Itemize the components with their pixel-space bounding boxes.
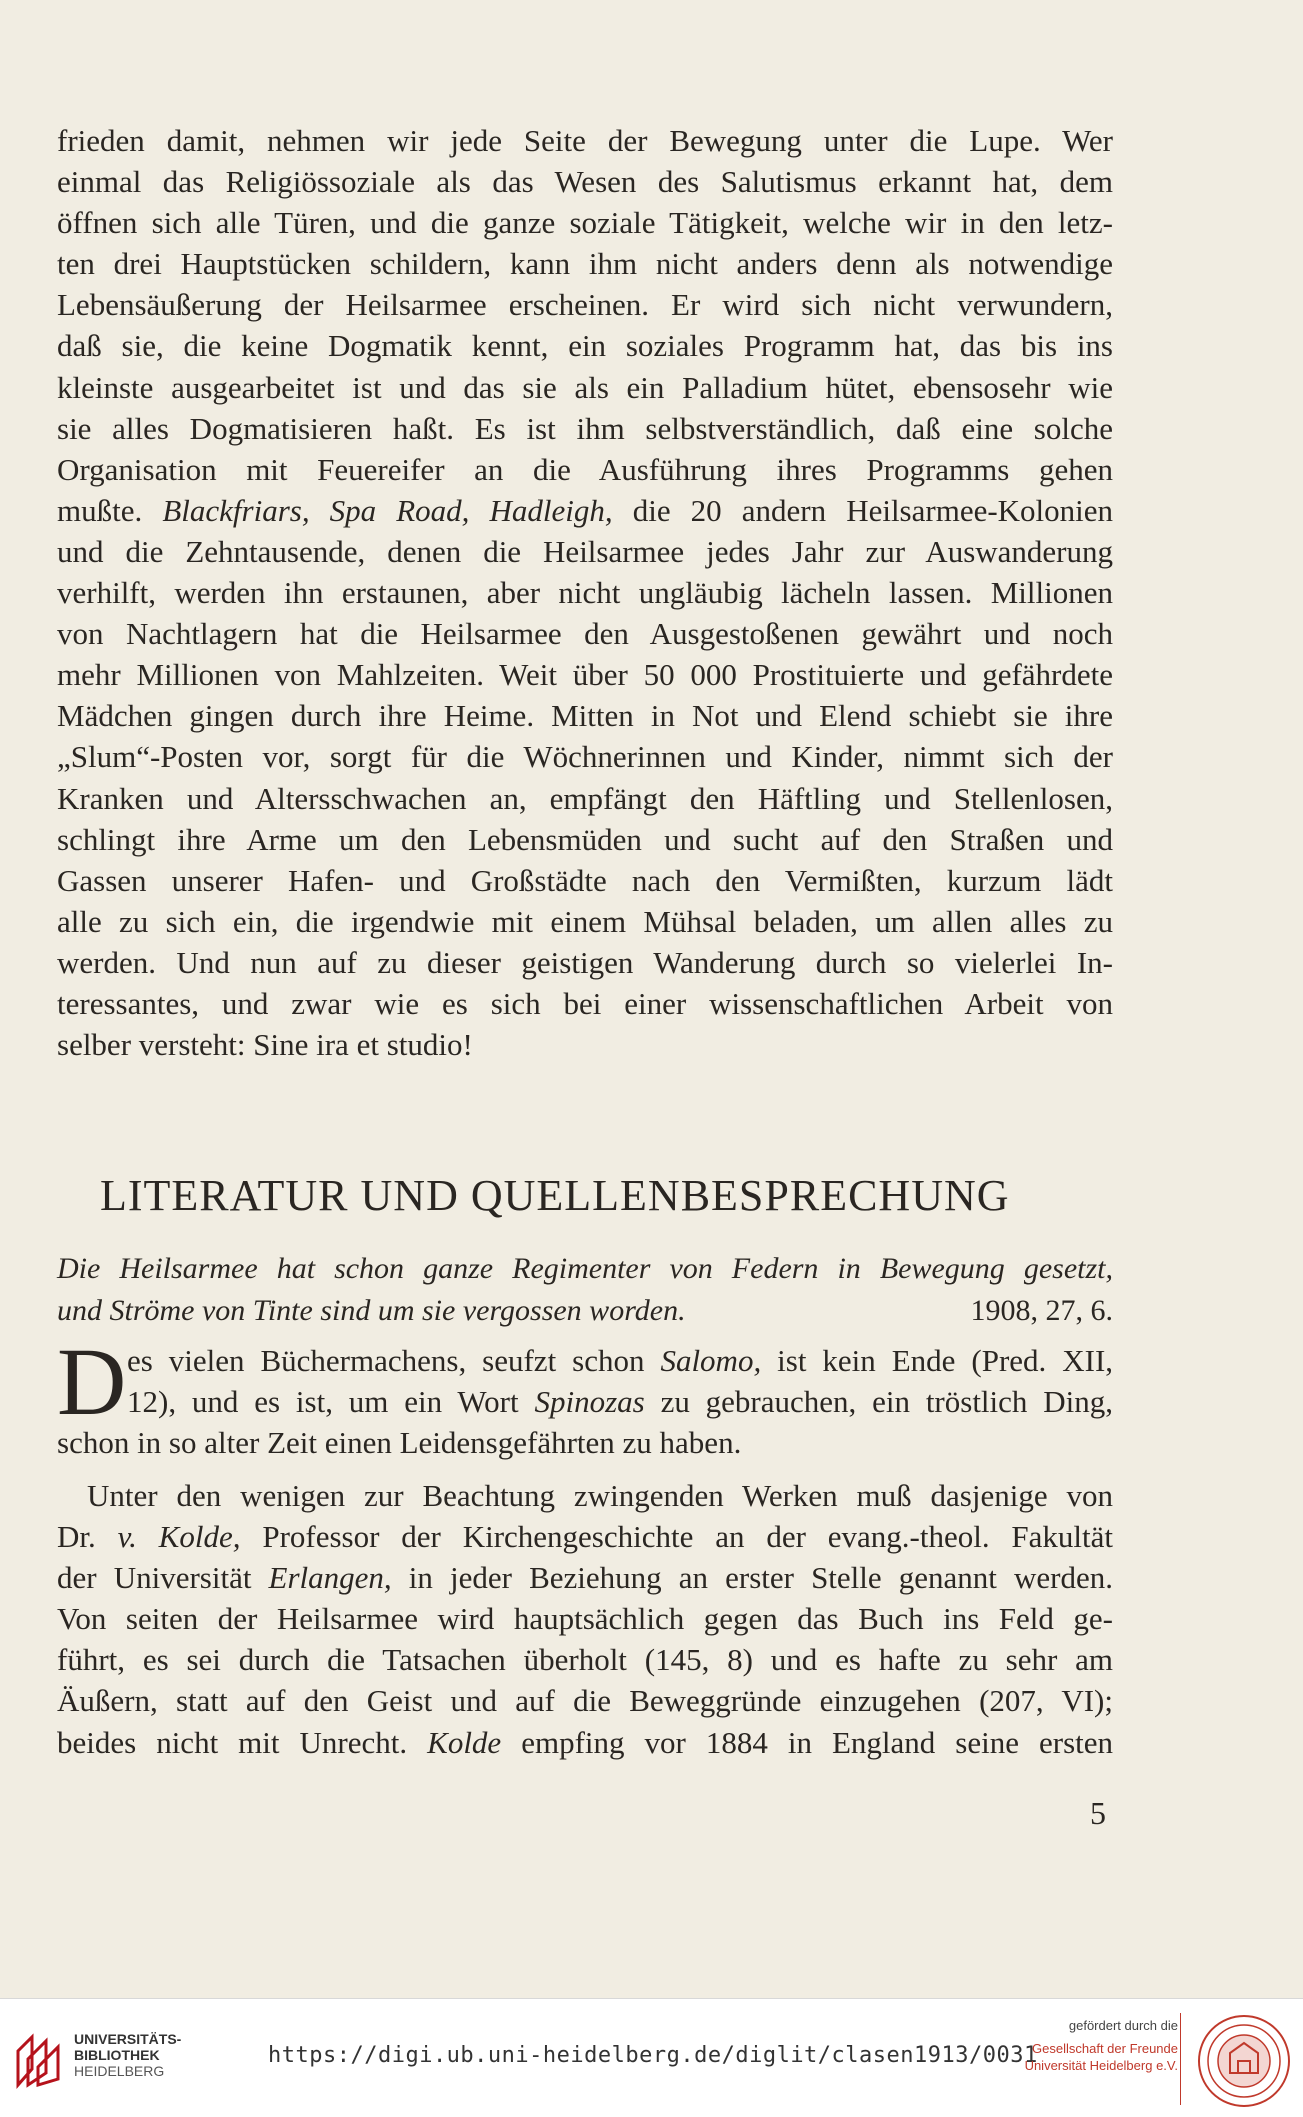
library-name-line: BIBLIOTHEK xyxy=(74,2047,160,2063)
text-fragment: mußte. xyxy=(57,492,143,528)
text-line xyxy=(57,1340,1113,1381)
text-line: daß sie, die keine Dogmatik kennt, ein soziales Programm hat, das bis ins xyxy=(57,328,1113,364)
text-line: schlingt ihre Arme um den Lebensmüden und sucht auf den Straßen und xyxy=(57,821,1113,857)
sponsor-label: gefördert durch die xyxy=(1068,2018,1178,2033)
text-line xyxy=(57,1381,1113,1422)
text-line: selber versteht: Sine ira et studio! xyxy=(57,1027,473,1063)
drop-cap-initial: D xyxy=(57,1328,127,1435)
section-heading: LITERATUR UND QUELLENBESPRECHUNG xyxy=(100,1171,1010,1220)
epigraph xyxy=(57,1248,1113,1332)
library-logo-icon xyxy=(12,2029,64,2089)
text-line: Unter den wenigen zur Beachtung zwingenden Werken muß dasjenige von xyxy=(87,1478,1113,1513)
text-line: Organisation mit Feuereifer an die Ausführung ihres Programms gehen xyxy=(57,451,1113,487)
epigraph-line xyxy=(57,1290,1113,1332)
text-line: sie alles Dogmatisieren haßt. Es ist ihm selbstverständlich, daß eine solche xyxy=(57,410,1113,446)
text-line: kleinste ausgearbeitet ist und das sie als ein Palladium hütet, ebensosehr wie xyxy=(57,369,1113,405)
library-name xyxy=(74,2031,181,2079)
text-line: alle zu sich ein, die irgendwie mit einem Mühsal beladen, um allen alles zu xyxy=(57,903,1113,939)
body-paragraph-2 xyxy=(57,1475,1113,1763)
text-line: einmal das Religiössoziale als das Wesen des Salutismus erkannt hat, dem xyxy=(57,164,1113,200)
permalink-url[interactable]: https://digi.ub.uni-heidelberg.de/diglit/clasen1913/0031 xyxy=(268,2043,1038,2068)
text-line xyxy=(57,1516,1113,1557)
text-fragment: Professor der Kirchengeschichte an der evang.-theol. Fakultät xyxy=(262,1519,1114,1555)
name-italic: Kolde xyxy=(427,1724,502,1760)
text-fragment: in jeder Beziehung an erster Stelle genannt werden. xyxy=(408,1560,1113,1596)
text-fragment: beides nicht mit Unrecht. xyxy=(57,1724,408,1760)
text-line: schon in so alter Zeit einen Leidensgefährten zu haben. xyxy=(57,1425,742,1461)
library-name-line: HEIDELBERG xyxy=(74,2063,165,2079)
text-line: Lebensäußerung der Heilsarmee erscheinen. Er wird sich nicht verwundern, xyxy=(57,287,1113,323)
university-seal-icon xyxy=(1196,2013,1292,2109)
epigraph-line: Die Heilsarmee hat schon ganze Regimenter von Federn in Bewegung gesetzt, xyxy=(57,1252,1113,1285)
text-line: teressantes, und zwar wie es sich bei einer wissenschaftlichen Arbeit von xyxy=(57,985,1113,1021)
text-line: und die Zehntausende, denen die Heilsarmee jedes Jahr zur Auswanderung xyxy=(57,533,1113,569)
text-line: ten drei Hauptstücken schildern, kann ihm nicht anders denn als notwendige xyxy=(57,246,1113,282)
name-italic: Spinozas xyxy=(534,1384,645,1420)
text-line-with-places xyxy=(57,490,1113,531)
page-number: 5 xyxy=(1090,1795,1106,1831)
text-line xyxy=(57,1722,1113,1763)
name-italic: v. Kolde, xyxy=(117,1519,241,1555)
epigraph-text: und Ströme von Tinte sind um sie vergossen worden. xyxy=(57,1294,686,1327)
text-line xyxy=(57,1557,1113,1598)
text-line: Kranken und Altersschwachen an, empfängt den Häftling und Stellenlosen, xyxy=(57,780,1113,816)
text-line: werden. Und nun auf zu dieser geistigen Wanderung durch so vielerlei In- xyxy=(57,944,1113,980)
text-line: von Nachtlagern hat die Heilsarmee den Ausgestoßenen gewährt und noch xyxy=(57,616,1113,652)
text-line: frieden damit, nehmen wir jede Seite der Bewegung unter die Lupe. Wer xyxy=(57,123,1113,158)
text-line: verhilft, werden ihn erstaunen, aber nicht ungläubig lächeln lassen. Millionen xyxy=(57,575,1113,611)
text-fragment: 12), und es ist, um ein Wort xyxy=(127,1384,519,1420)
text-line: mehr Millionen von Mahlzeiten. Weit über 50 000 Prostituierte und gefährdete xyxy=(57,657,1113,693)
text-line: öffnen sich alle Türen, und die ganze soziale Tätigkeit, welche wir in den letz- xyxy=(57,205,1113,241)
text-line: Mädchen gingen durch ihre Heime. Mitten in Not und Elend schiebt sie ihre xyxy=(57,698,1113,734)
name-italic: Erlangen, xyxy=(268,1560,392,1596)
text-fragment: Dr. xyxy=(57,1519,96,1555)
viewer-footer xyxy=(0,1998,1303,2117)
text-line: „Slum“-Posten vor, sorgt für die Wöchnerinnen und Kinder, nimmt sich der xyxy=(57,739,1113,775)
place-names: Blackfriars, Spa Road, Hadleigh, xyxy=(162,492,613,528)
text-line: Von seiten der Heilsarmee wird hauptsächlich gegen das Buch ins Feld ge- xyxy=(57,1601,1113,1637)
sponsor-credit xyxy=(1025,2017,1178,2074)
library-name-line: UNIVERSITÄTS- xyxy=(74,2031,182,2047)
text-fragment: die 20 andern Heilsarmee-Kolonien xyxy=(632,492,1114,528)
text-line: führt, es sei durch die Tatsachen überholt (145, 8) und es hafte zu sehr am xyxy=(57,1642,1113,1678)
epigraph-citation: 1908, 27, 6. xyxy=(970,1294,1113,1327)
dropcap-paragraph xyxy=(57,1328,1114,1463)
sponsor-org: Universität Heidelberg e.V. xyxy=(1024,2058,1178,2073)
text-fragment: ist kein Ende (Pred. XII, xyxy=(777,1343,1114,1378)
footer-divider xyxy=(1180,2013,1181,2105)
sponsor-org: Gesellschaft der Freunde xyxy=(1032,2041,1178,2056)
text-fragment: es vielen Büchermachens, seufzt schon xyxy=(127,1343,645,1378)
text-fragment: der Universität xyxy=(57,1560,252,1596)
body-paragraph xyxy=(57,120,1113,1065)
text-line: Äußern, statt auf den Geist und auf die Beweggründe einzugehen (207, VI); xyxy=(57,1683,1113,1719)
name-italic: Salomo, xyxy=(660,1343,762,1378)
text-fragment: zu gebrauchen, ein tröstlich Ding, xyxy=(660,1384,1114,1420)
text-line: Gassen unserer Hafen- und Großstädte nach den Vermißten, kurzum lädt xyxy=(57,862,1113,898)
text-fragment: empfing vor 1884 in England seine ersten xyxy=(521,1724,1114,1760)
